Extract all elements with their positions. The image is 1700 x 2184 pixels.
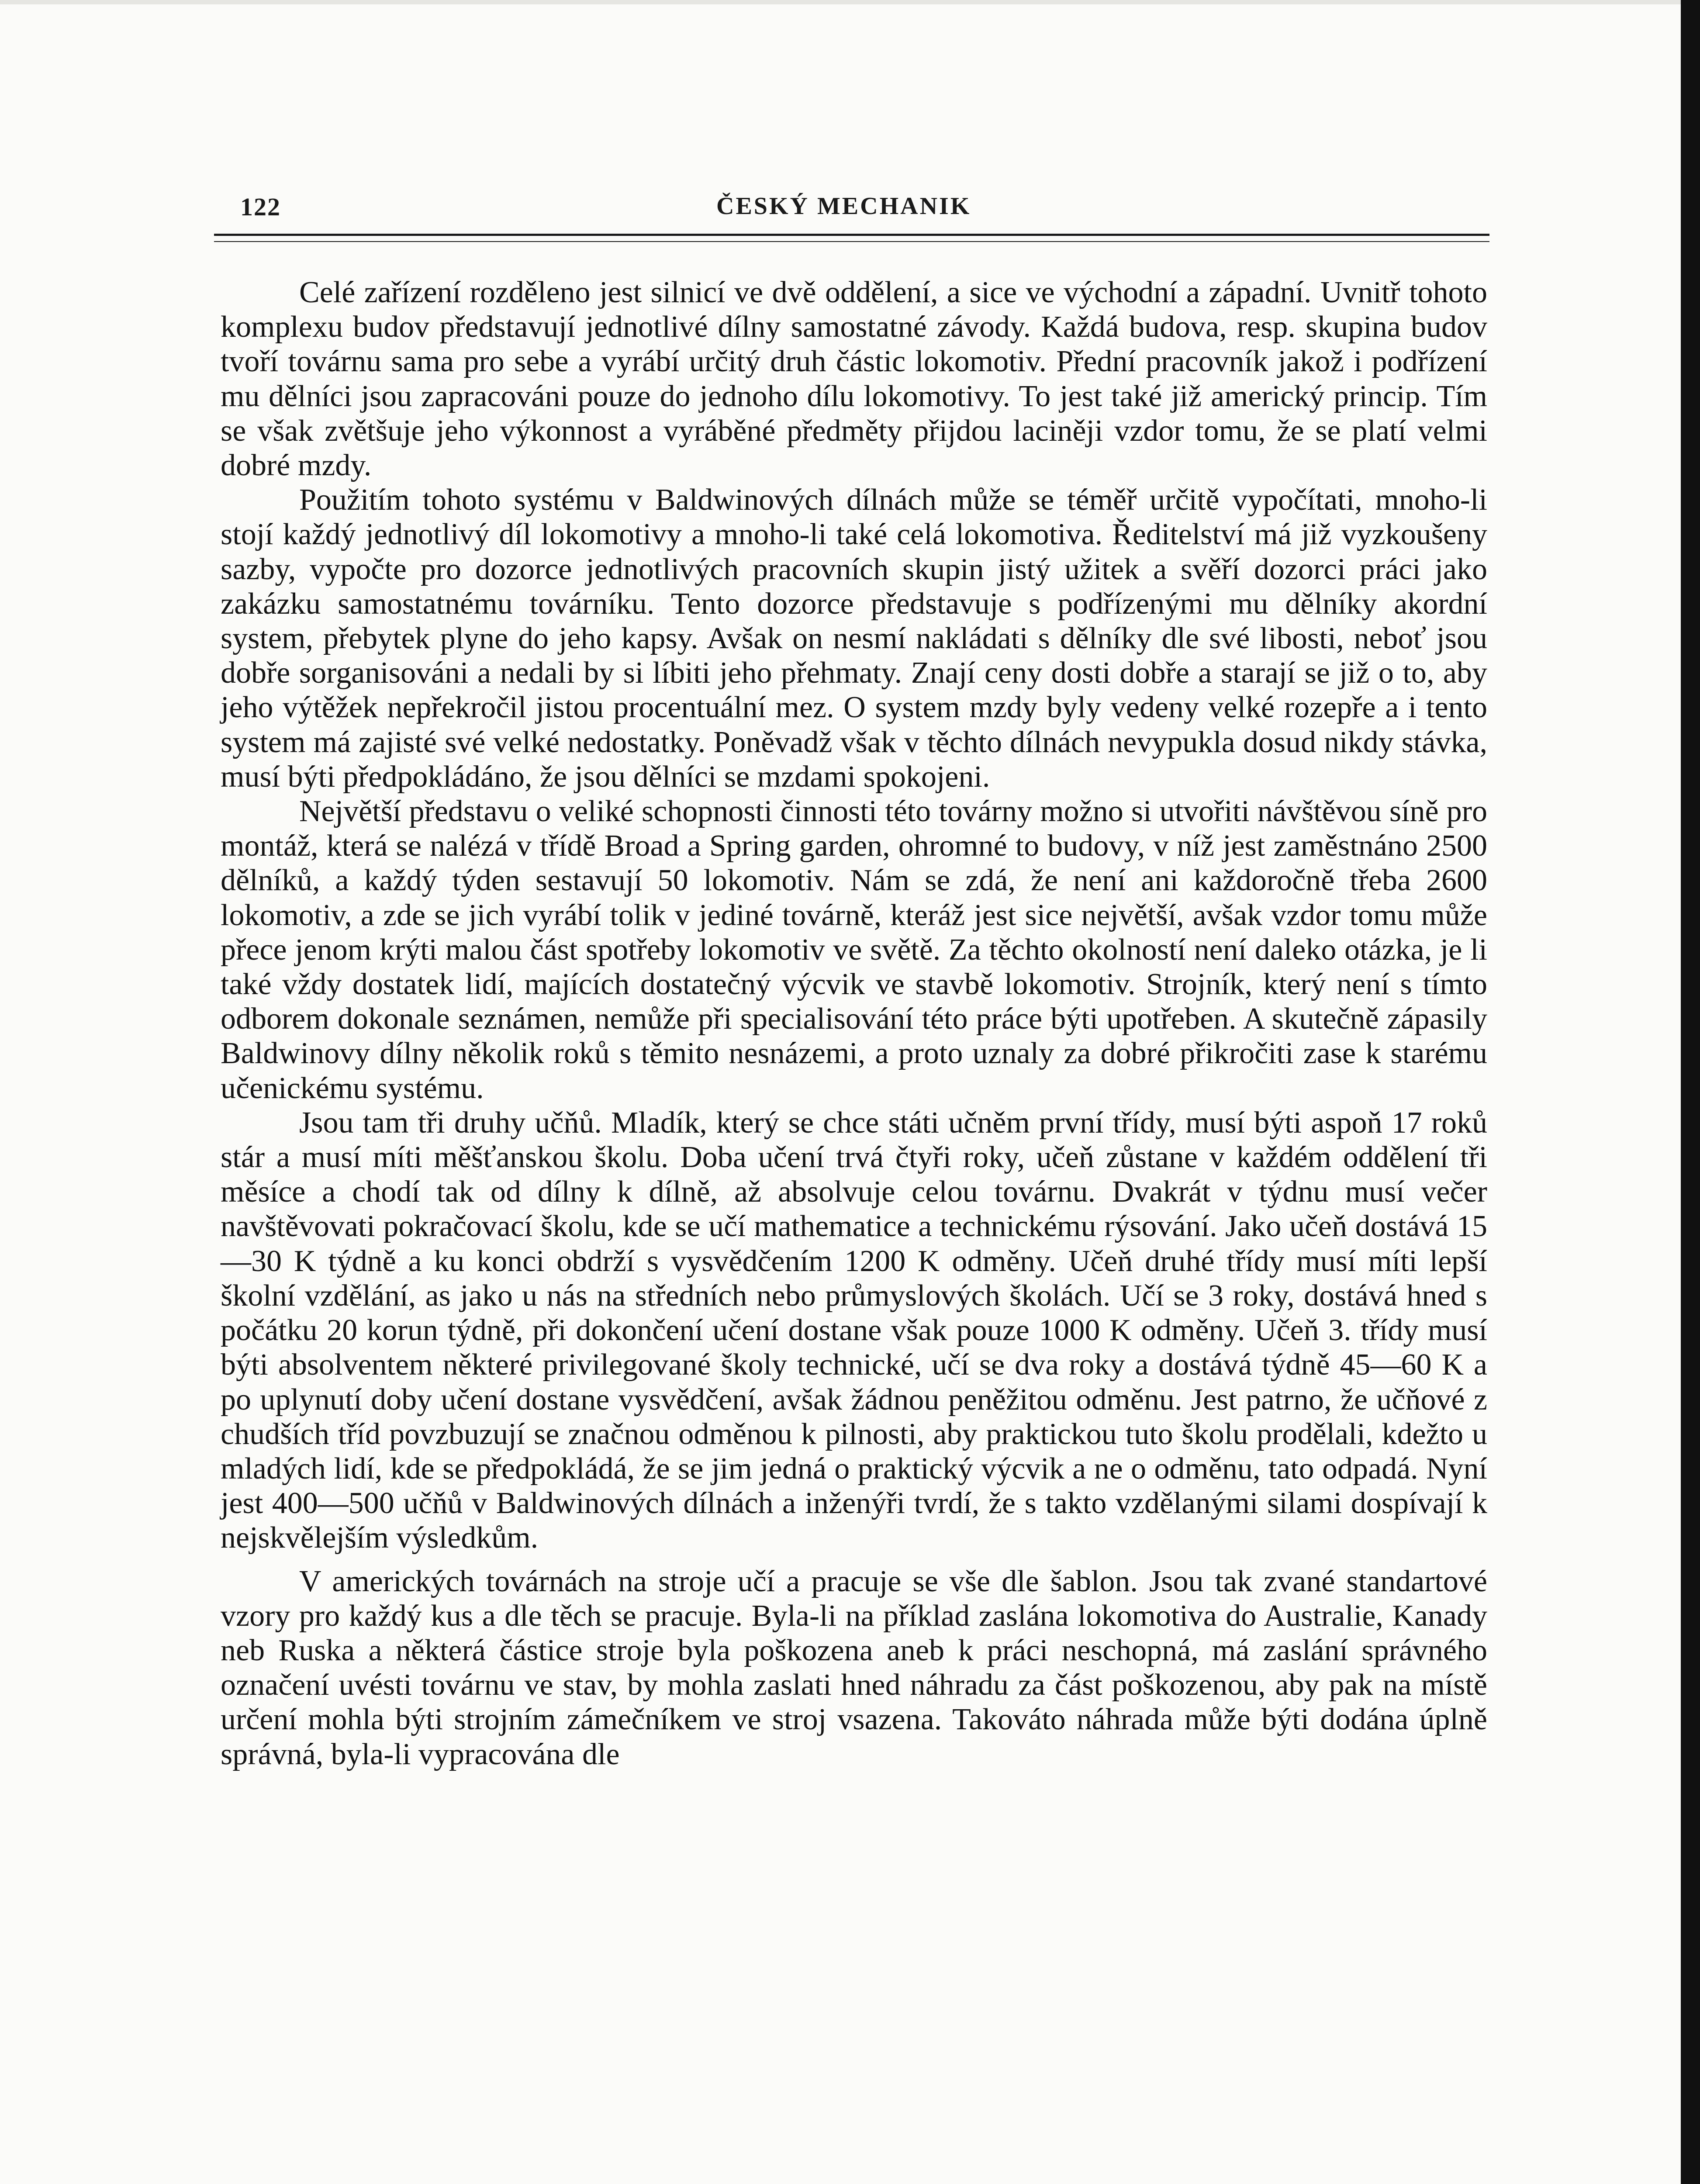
paragraph-3: Největší představu o veliké schopnosti činnosti této továrny možno si utvořiti návštěvou síně pro montáž, která se nalézá v třídě Broad a Spring garden, ohromné to budovy, v níž jest zaměstnáno 2500 dělníků, a každý týden sestavují 50 lokomotiv. Nám se zdá, že není ani každoročně třeba 2600 lokomotiv, a zde se jich vyrábí tolik v jediné továrně, kteráž jest sice největší, avšak vzdor tomu může přece jenom krýti malou část spotřeby lokomotiv ve světě. Za těchto okolností není daleko otázka, je li také vždy dostatek lidí, majících dostatečný výcvik ve stavbě lokomotiv. Strojník, který není s tímto odborem dokonale seznámen, nemůže při specialisování této práce býti upotřeben. A skutečně zápasily Baldwinovy dílny několik roků s těmito nesnázemi, a proto uznaly za dobré přikročiti zase k starému učenickému systému. [221,795,1487,1105]
body-text [221,275,1487,1772]
running-title: ČESKÝ MECHANIK [716,193,971,220]
paragraph-4: Jsou tam tři druhy učňů. Mladík, který se chce státi učněm první třídy, musí býti aspoň 17 roků stár a musí míti měšťanskou školu. Doba učení trvá čtyři roky, učeň zůstane v každém oddělení tři měsíce a chodí tak od dílny k dílně, až absolvuje celou továrnu. Dvakrát v týdnu musí večer navštěvovati pokračovací školu, kde se učí mathematice a technickému rýsování. Jako učeň dostává 15—30 K týdně a ku konci obdrží s vysvědčením 1200 K odměny. Učeň druhé třídy musí míti lepší školní vzdělání, as jako u nás na středních nebo průmyslových školách. Učí se 3 roky, dostává hned s počátku 20 korun týdně, při dokončení učení dostane však pouze 1000 K odměny. Učeň 3. třídy musí býti absolventem některé privilegované školy technické, učí se dva roky a dostává týdně 45—60 K a po uplynutí doby učení dostane vysvědčení, avšak žádnou peněžitou odměnu. Jest patrno, že učňové z chudších tříd povzbuzují se značnou odměnou k pilnosti, aby praktickou tuto školu prodělali, kdežto u mladých lidí, kde se předpokládá, že se jim jedná o praktický výcvik a ne o odměnu, tato odpadá. Nyní jest 400—500 učňů v Baldwinových dílnách a inženýři tvrdí, že s takto vzdělanými silami dospívají k nejskvělejším výsledkům. [221,1106,1487,1555]
paragraph-5: V amerických továrnách na stroje učí a pracuje se vše dle šablon. Jsou tak zvané standartové vzory pro každý kus a dle těch se pracuje. Byla-li na příklad zaslána lokomotiva do Australie, Kanady neb Ruska a některá částice stroje byla poškozena aneb k práci neschopná, má zaslání správného označení uvésti továrnu ve stav, by mohla zaslati hned náhradu za část poškozenou, aby pak na místě určení mohla býti strojním zámečníkem ve stroj vsazena. Takováto náhrada může býti dodána úplně správná, byla-li vypracována dle [221,1564,1487,1771]
page-number: 122 [240,193,281,221]
paragraph-2: Použitím tohoto systému v Baldwinových dílnách může se téměř určitě vypočítati, mnoho-li stojí každý jednotlivý díl lokomotivy a mnoho-li také celá lokomotiva. Ředitelství má již vyzkoušeny sazby, vypočte pro dozorce jednotlivých pracovních skupin jistý užitek a svěří dozorci práci jako zakázku samostatnému továrníku. Tento dozorce představuje s podřízenými mu dělníky akordní system, přebytek plyne do jeho kapsy. Avšak on nesmí nakládati s dělníky dle své libosti, neboť jsou dobře sorganisováni a nedali by si líbiti jeho přehmaty. Znají ceny dosti dobře a starají se již o to, aby jeho výtěžek nepřekročil jistou procentuální mez. O system mzdy byly vedeny velké rozepře a i tento system má zajisté své velké nedostatky. Poněvadž však v těchto dílnách nevypukla dosud nikdy stávka, musí býti předpokládáno, že jsou dělníci se mzdami spokojeni. [221,483,1487,794]
paragraph-1: Celé zařízení rozděleno jest silnicí ve dvě oddělení, a sice ve východní a západní. Uvnitř tohoto komplexu budov představují jednotlivé dílny samostatné závody. Každá budova, resp. skupina budov tvoří továrnu sama pro sebe a vyrábí určitý druh částic lokomotiv. Přední pracovník jakož i podřízení mu dělníci jsou zapracováni pouze do jednoho dílu lokomotivy. To jest také již americký princip. Tím se však zvětšuje jeho výkonnost a vyráběné předměty přijdou laciněji vzdor tomu, že se platí velmi dobré mzdy. [221,276,1487,483]
scan-top-edge [0,0,1700,4]
header-rule-thick [214,234,1489,236]
header-rule-thin [214,241,1489,242]
page-header [218,192,1485,236]
scan-right-edge [1681,0,1700,2184]
